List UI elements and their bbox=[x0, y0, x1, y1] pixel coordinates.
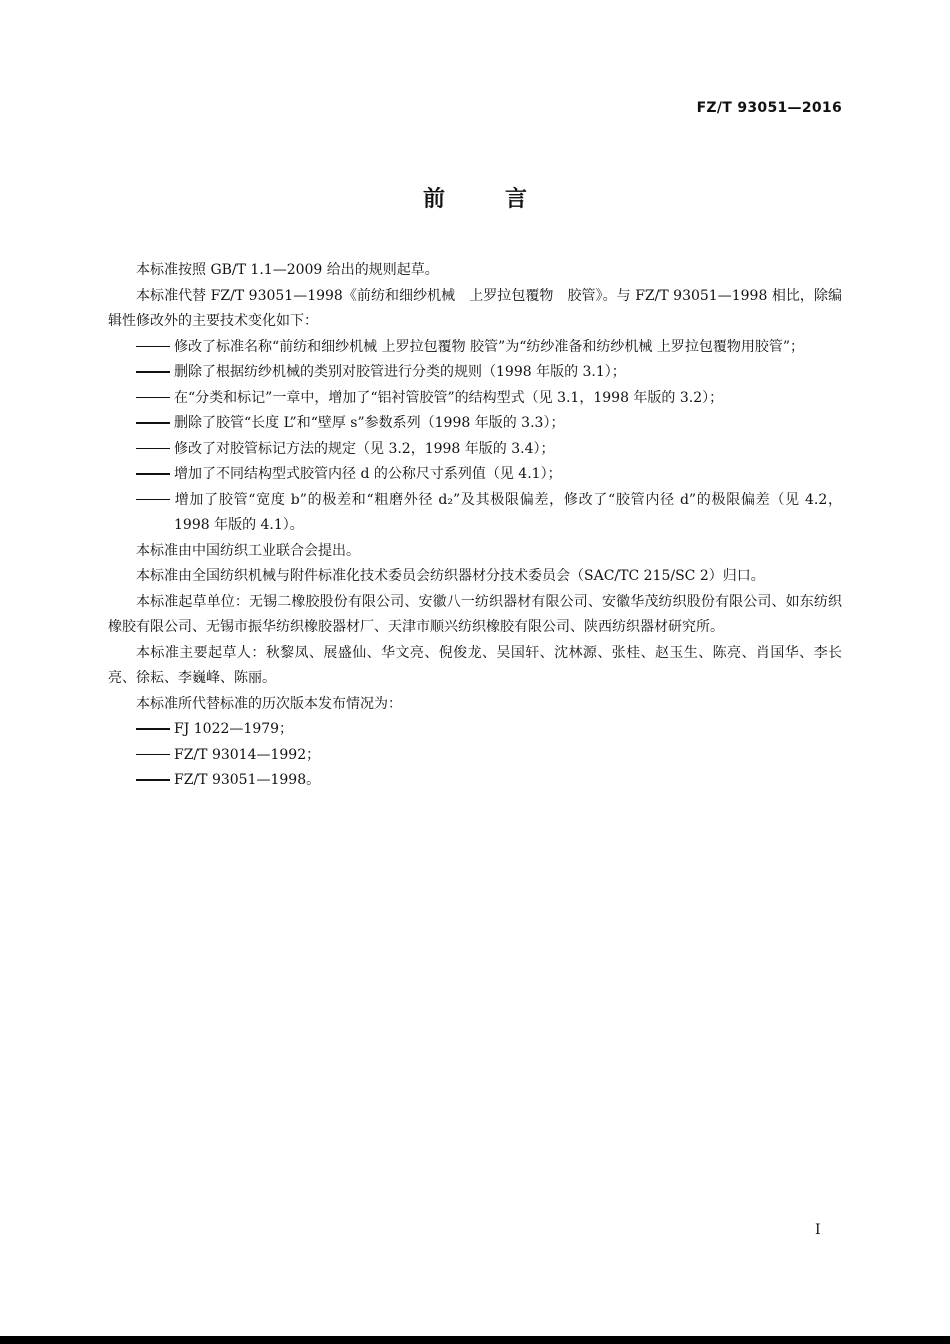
version-item bbox=[108, 768, 842, 794]
preface-body bbox=[108, 258, 842, 794]
paragraph-technical-committee: 本标准由全国纺织机械与附件标准化技术委员会纺织器材分技术委员会（SAC/TC 215/SC 2）归口。 bbox=[136, 568, 765, 584]
dash-marker bbox=[136, 717, 174, 743]
change-text: 在“分类和标记”一章中，增加了“铝衬管胶管”的结构型式（见 3.1，1998 年版的 3.2）； bbox=[174, 389, 724, 406]
dash-marker bbox=[136, 335, 174, 361]
paragraph-version-history: 本标准所代替标准的历次版本发布情况为： bbox=[136, 695, 402, 712]
dash-marker bbox=[136, 360, 174, 386]
dash-marker bbox=[136, 411, 174, 437]
change-item bbox=[108, 335, 842, 361]
change-item bbox=[108, 360, 842, 386]
paragraph-proposer: 本标准由中国纺织工业联合会提出。 bbox=[136, 542, 360, 559]
dash-marker bbox=[136, 386, 174, 412]
change-item bbox=[108, 462, 842, 488]
page-title: 前言 bbox=[422, 187, 587, 212]
version-item bbox=[108, 717, 842, 743]
change-text: 增加了胶管“宽度 b”的极差和“粗磨外径 d₂”及其极限偏差，修改了“胶管内径 d”的极限偏差（见 4.2，1998 年版的 4.1）。 bbox=[174, 491, 842, 533]
version-item bbox=[108, 743, 842, 769]
bottom-edge-bar bbox=[0, 1336, 950, 1344]
dash-marker bbox=[136, 488, 174, 514]
change-item bbox=[108, 488, 842, 539]
change-item bbox=[108, 386, 842, 412]
version-text: FZ/T 93051—1998。 bbox=[174, 772, 321, 788]
dash-marker bbox=[136, 743, 174, 769]
standard-code: FZ/T 93051—2016 bbox=[696, 100, 842, 116]
version-text: FJ 1022—1979； bbox=[174, 721, 294, 737]
paragraph-drafting-units: 本标准起草单位：无锡二橡胶股份有限公司、安徽八一纺织器材有限公司、安徽华茂纺织股份有限公司、如东纺织橡胶有限公司、无锡市振华纺织橡胶器材厂、天津市顺兴纺织橡胶有限公司、陕西纺织器材研究所。 bbox=[108, 593, 842, 635]
dash-marker bbox=[136, 437, 174, 463]
change-text: 修改了对胶管标记方法的规定（见 3.2，1998 年版的 3.4）； bbox=[174, 440, 555, 457]
change-text: 修改了标准名称“前纺和细纱机械 上罗拉包覆物 胶管”为“纺纱准备和纺纱机械 上罗拉包覆物用胶管”； bbox=[174, 338, 804, 355]
page-number: I bbox=[815, 1222, 821, 1238]
paragraph-replacement: 本标准代替 FZ/T 93051—1998《前纺和细纱机械 上罗拉包覆物 胶管》。与 FZ/T 93051—1998 相比，除编辑性修改外的主要技术变化如下： bbox=[108, 287, 842, 329]
change-item bbox=[108, 411, 842, 437]
change-text: 删除了根据纺纱机械的类别对胶管进行分类的规则（1998 年版的 3.1）； bbox=[174, 364, 626, 380]
version-text: FZ/T 93014—1992； bbox=[174, 746, 321, 763]
change-item bbox=[108, 437, 842, 463]
dash-marker bbox=[136, 768, 174, 794]
change-text: 删除了胶管“长度 L”和“壁厚 s”参数系列（1998 年版的 3.3）； bbox=[174, 415, 565, 431]
paragraph-drafting-rules: 本标准按照 GB/T 1.1—2009 给出的规则起草。 bbox=[136, 262, 439, 278]
paragraph-drafters: 本标准主要起草人：秋黎凤、展盛仙、华文亮、倪俊龙、吴国轩、沈林源、张桂、赵玉生、陈亮、肖国华、李长亮、徐耘、李巍峰、陈丽。 bbox=[108, 644, 842, 686]
change-text: 增加了不同结构型式胶管内径 d 的公称尺寸系列值（见 4.1）； bbox=[174, 466, 562, 482]
dash-marker bbox=[136, 462, 174, 488]
